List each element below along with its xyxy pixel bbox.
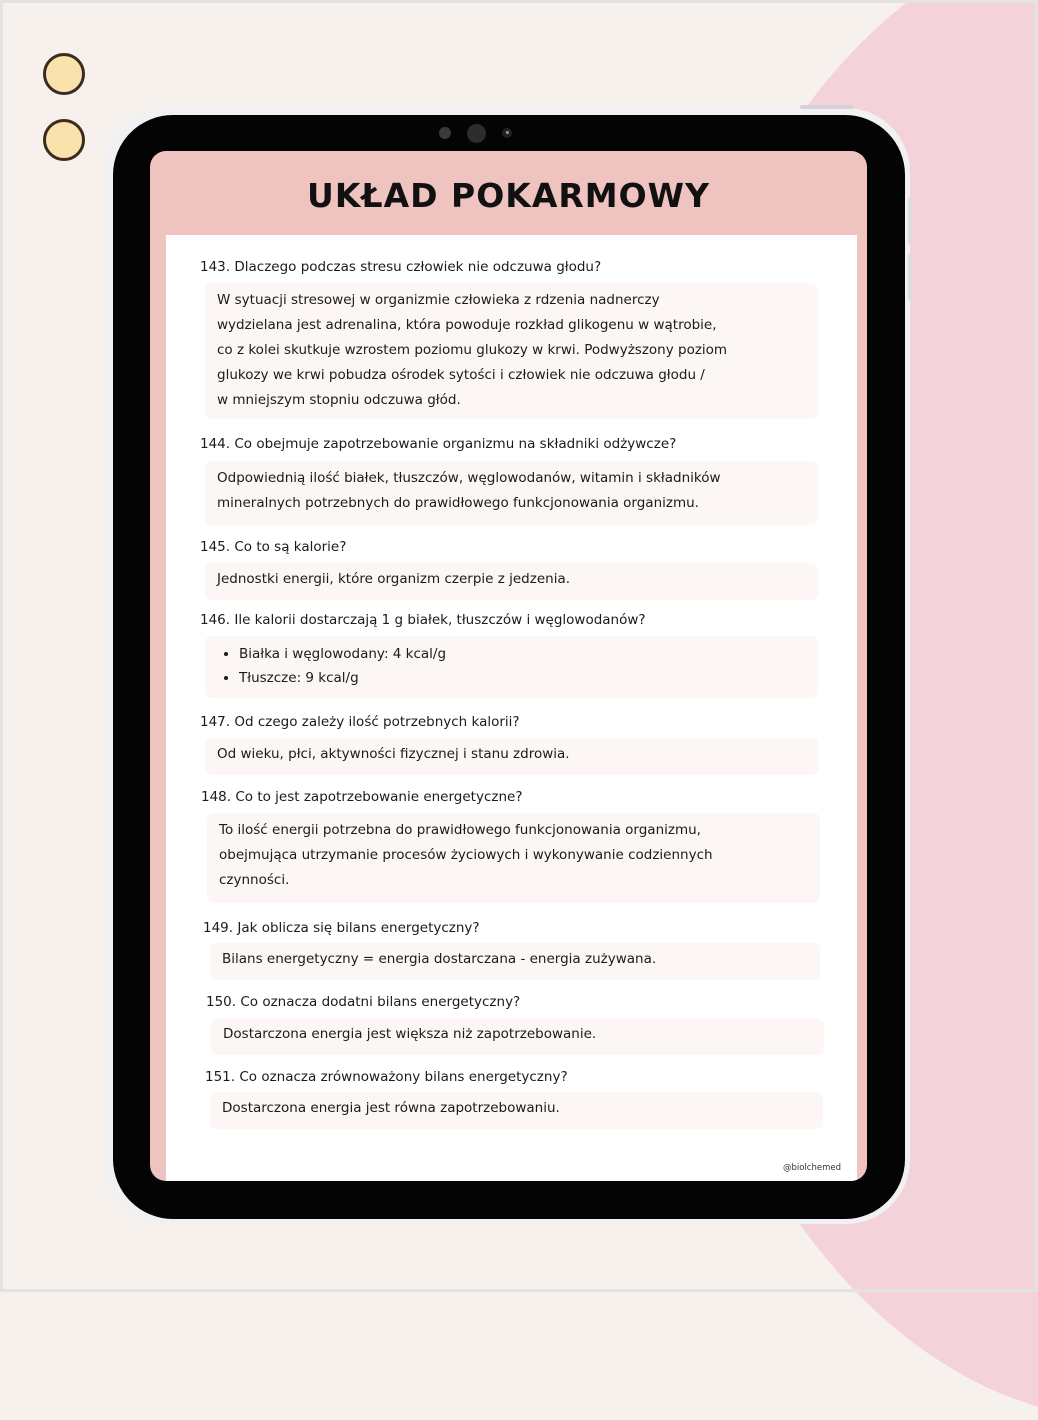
page-title: UKŁAD POKARMOWY xyxy=(307,175,710,215)
question-145: 145. Co to są kalorie? xyxy=(200,539,347,555)
answer-145 xyxy=(205,563,818,600)
answer-146-bullet: • Białka i węglowodany: 4 kcal/g xyxy=(239,642,806,666)
title-bar xyxy=(150,151,867,235)
decorative-circle-top xyxy=(43,53,85,95)
question-149: 149. Jak oblicza się bilans energetyczny? xyxy=(203,920,480,936)
tablet-screen xyxy=(150,151,867,1181)
question-146: 146. Ile kalorii dostarczają 1 g białek, tłuszczów i węglowodanów? xyxy=(200,612,646,628)
answer-149 xyxy=(210,943,820,980)
answer-143 xyxy=(205,283,818,419)
answer-148-line: czynności. xyxy=(219,872,290,888)
answer-147 xyxy=(205,738,818,775)
decorative-circle-bottom xyxy=(43,119,85,161)
answer-146 xyxy=(205,636,818,698)
answer-148 xyxy=(207,813,820,903)
answer-147-line: Od wieku, płci, aktywności fizycznej i stanu zdrowia. xyxy=(217,746,570,762)
author-watermark: @biolchemed xyxy=(782,1163,841,1173)
answer-150 xyxy=(211,1018,824,1055)
camera-sensor-right-dot xyxy=(506,131,509,134)
answer-143-line: wydzielana jest adrenalina, która powoduje rozkład glikogenu w wątrobie, xyxy=(217,317,717,333)
tablet-volume-up xyxy=(908,198,912,244)
question-144: 144. Co obejmuje zapotrzebowanie organizmu na składniki odżywcze? xyxy=(200,436,677,452)
answer-148-line: obejmująca utrzymanie procesów życiowych i wykonywanie codziennych xyxy=(219,847,713,863)
question-147: 147. Od czego zależy ilość potrzebnych kalorii? xyxy=(200,714,520,730)
tablet-top-button xyxy=(800,105,854,109)
question-150: 150. Co oznacza dodatni bilans energetyczny? xyxy=(206,994,521,1010)
question-143: 143. Dlaczego podczas stresu człowiek nie odczuwa głodu? xyxy=(200,259,602,275)
answer-146-bullet: • Tłuszcze: 9 kcal/g xyxy=(239,666,806,690)
camera-lens-icon xyxy=(467,124,486,143)
answer-143-line: W sytuacji stresowej w organizmie człowieka z rdzenia nadnerczy xyxy=(217,292,660,308)
answer-146-list xyxy=(219,642,806,690)
answer-143-line: co z kolei skutkuje wzrostem poziomu glukozy w krwi. Podwyższony poziom xyxy=(217,342,728,358)
camera-sensor-left xyxy=(439,127,451,139)
answer-151-line: Dostarczona energia jest równa zapotrzebowaniu. xyxy=(222,1100,560,1116)
answer-143-line: w mniejszym stopniu odczuwa głód. xyxy=(217,392,461,408)
answer-149-line: Bilans energetyczny = energia dostarczana - energia zużywana. xyxy=(222,951,657,967)
tablet-volume-down xyxy=(908,254,912,300)
notes-sheet xyxy=(166,235,857,1181)
answer-144-line: mineralnych potrzebnych do prawidłowego funkcjonowania organizmu. xyxy=(217,495,699,511)
answer-144-line: Odpowiednią ilość białek, tłuszczów, węglowodanów, witamin i składników xyxy=(217,470,721,486)
answer-148-line: To ilość energii potrzebna do prawidłowego funkcjonowania organizmu, xyxy=(219,822,701,838)
question-151: 151. Co oznacza zrównoważony bilans energetyczny? xyxy=(205,1069,568,1085)
question-148: 148. Co to jest zapotrzebowanie energetyczne? xyxy=(201,789,523,805)
answer-144 xyxy=(205,461,818,525)
answer-150-line: Dostarczona energia jest większa niż zapotrzebowanie. xyxy=(223,1026,597,1042)
answer-151 xyxy=(210,1092,823,1129)
answer-143-line: glukozy we krwi pobudza ośrodek sytości i człowiek nie odczuwa głodu / xyxy=(217,367,705,383)
answer-145-line: Jednostki energii, które organizm czerpie z jedzenia. xyxy=(217,571,571,587)
